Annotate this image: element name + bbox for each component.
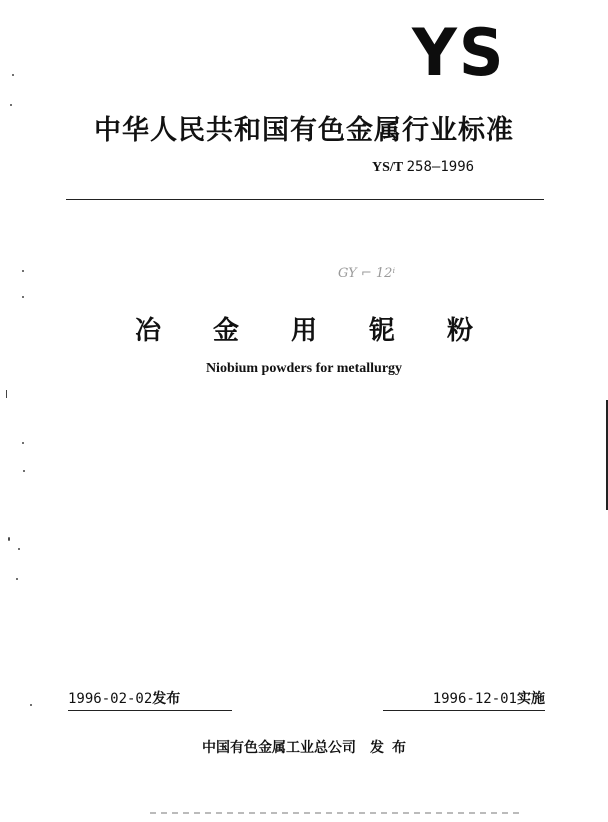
title-char: 铌 (368, 316, 395, 346)
issue-date: 1996-02-02 (68, 691, 153, 707)
title-char: 冶 (134, 316, 161, 346)
scan-speck (22, 270, 24, 272)
issuing-body-title: 中华人民共和国有色金属行业标准 (94, 115, 514, 146)
publisher-action-2: 布 (392, 740, 406, 756)
standard-number: 258—1996 (406, 159, 475, 175)
issue-date-line (68, 688, 232, 711)
ys-logo: YS (412, 14, 506, 91)
scan-speck (8, 537, 10, 541)
document-title-en: Niobium powders for metallurgy (205, 361, 403, 376)
title-char: 用 (290, 316, 317, 346)
scan-speck (18, 548, 20, 550)
scan-speck (30, 704, 32, 706)
scan-speck (22, 296, 24, 298)
scan-speck (12, 74, 14, 76)
publisher-line (0, 737, 608, 757)
title-char: 粉 (446, 316, 473, 346)
scan-bottom-noise (150, 812, 520, 814)
scan-speck (10, 104, 12, 106)
implementation-date: 1996-12-01 (432, 691, 517, 707)
publisher-action-1: 发 (370, 740, 384, 756)
scan-speck (16, 578, 18, 580)
implementation-date-line (383, 688, 545, 711)
title-char: 金 (212, 316, 239, 346)
document-title-cn (0, 310, 608, 347)
publisher-name: 中国有色金属工业总公司 (202, 740, 356, 756)
handwritten-note: GY ⌐ 12ⁱ (338, 266, 396, 281)
scan-speck (6, 390, 7, 398)
standard-code (372, 159, 474, 176)
scan-speck (23, 470, 25, 472)
standard-prefix: YS/T (372, 160, 404, 175)
issue-label: 发布 (152, 691, 181, 707)
implementation-label: 实施 (517, 691, 545, 707)
header-divider (66, 199, 544, 200)
scan-speck (22, 442, 24, 444)
